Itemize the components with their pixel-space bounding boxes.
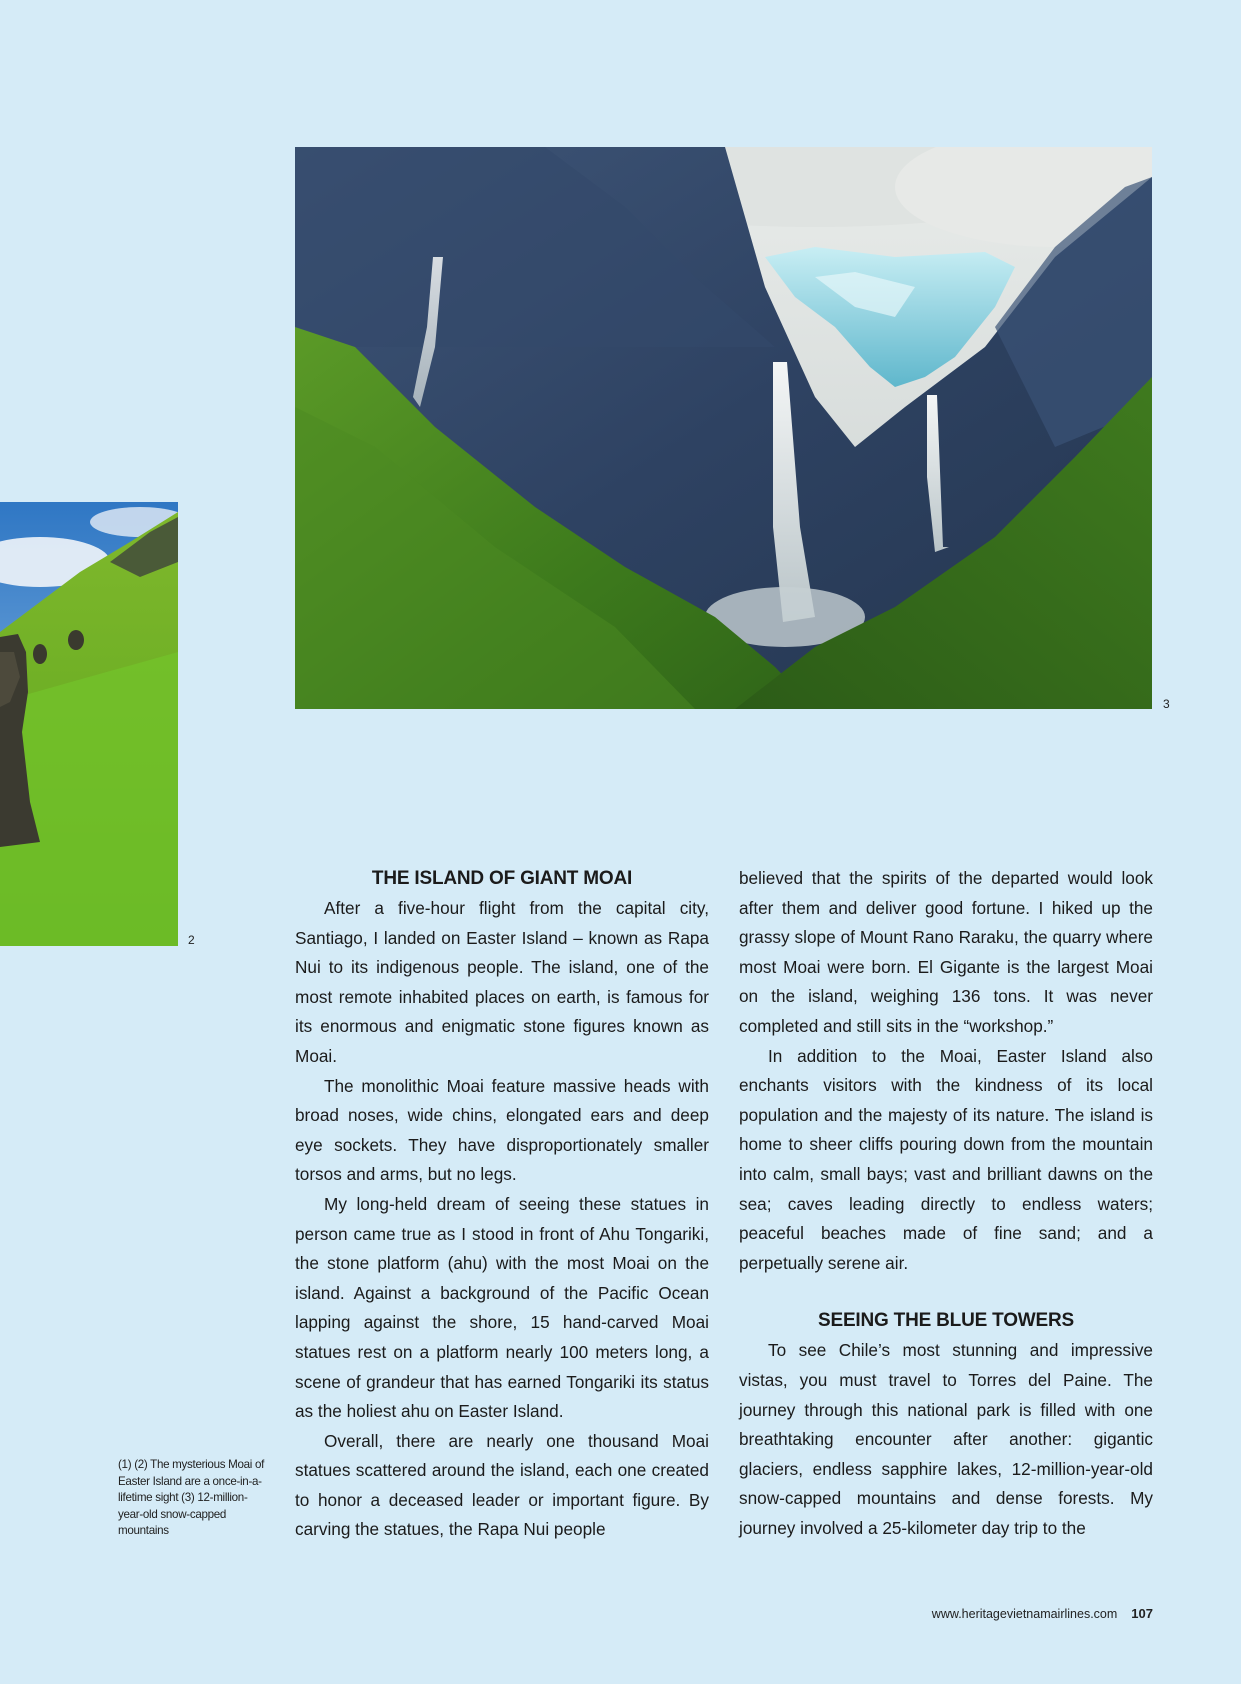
article-column-right — [739, 864, 1153, 1543]
section-heading-blue-towers: SEEING THE BLUE TOWERS — [818, 1310, 1074, 1332]
moai-photo — [0, 502, 178, 946]
photo-number-3: 3 — [1163, 697, 1170, 711]
page-footer — [932, 1606, 1153, 1621]
footer-url[interactable]: www.heritagevietnamairlines.com — [931, 1607, 1118, 1621]
article-column-left — [295, 864, 709, 1545]
article-paragraph-continued: believed that the spirits of the departed would look after them and deliver good fortune. I hiked up the grassy slope of Mount Rano Raraku, the quarry where most Moai were born. El Gigante is the largest Moai on the island, weighing 136 tons. It was never completed and still sits in the “workshop.” — [739, 868, 1153, 1036]
photo-number-2: 2 — [188, 933, 195, 947]
glacier-photo — [295, 147, 1152, 709]
article-paragraph: The monolithic Moai feature massive heads with broad noses, wide chins, elongated ears and deep eye sockets. They have disproportionately smaller torsos and arms, but no legs. — [295, 1075, 709, 1185]
article-paragraph: Overall, there are nearly one thousand Moai statues scattered around the island, each one created to honor a deceased leader or important figure. By carving the statues, the Rapa Nui people — [295, 1430, 709, 1540]
article-paragraph: After a five-hour flight from the capital city, Santiago, I landed on Easter Island – known as Rapa Nui to its indigenous people. The island, one of the most remote inhabited places on earth, is famous for its enormous and enigmatic stone figures known as Moai. — [295, 898, 709, 1066]
article-paragraph: To see Chile’s most stunning and impressive vistas, you must travel to Torres del Paine. The journey through this national park is filled with one breathtaking encounter after another: gigantic glaciers, endless sapphire lakes, 12-million-year-old snow-capped mountains and dense forests. My journey involved a 25-kilometer day trip to the — [739, 1340, 1153, 1538]
page-number: 107 — [1131, 1606, 1153, 1621]
glacier-photo-image — [295, 147, 1152, 709]
photo-caption: (1) (2) The mysterious Moai of Easter Island are a once-in-a-lifetime sight (3) 12-million-year-old snow-capped mountains — [118, 1458, 265, 1537]
section-heading-moai: THE ISLAND OF GIANT MOAI — [371, 868, 633, 889]
moai-photo-image — [0, 502, 178, 946]
article-paragraph: My long-held dream of seeing these statues in person came true as I stood in front of Ahu Tongariki, the stone platform (ahu) with the most Moai on the island. Against a background of the Pacific Ocean lapping against the shore, 15 hand-carved Moai statues rest on a platform nearly 100 meters long, a scene of grandeur that has earned Tongariki its status as the holiest ahu on Easter Island. — [295, 1193, 709, 1422]
article-paragraph: In addition to the Moai, Easter Island also enchants visitors with the kindness of its local population and the majesty of its nature. The island is home to sheer cliffs pouring down from the mountain into calm, small bays; vast and brilliant dawns on the sea; caves leading directly to endless waters; peaceful beaches made of fine sand; and a perpetually serene air. — [739, 1045, 1153, 1273]
